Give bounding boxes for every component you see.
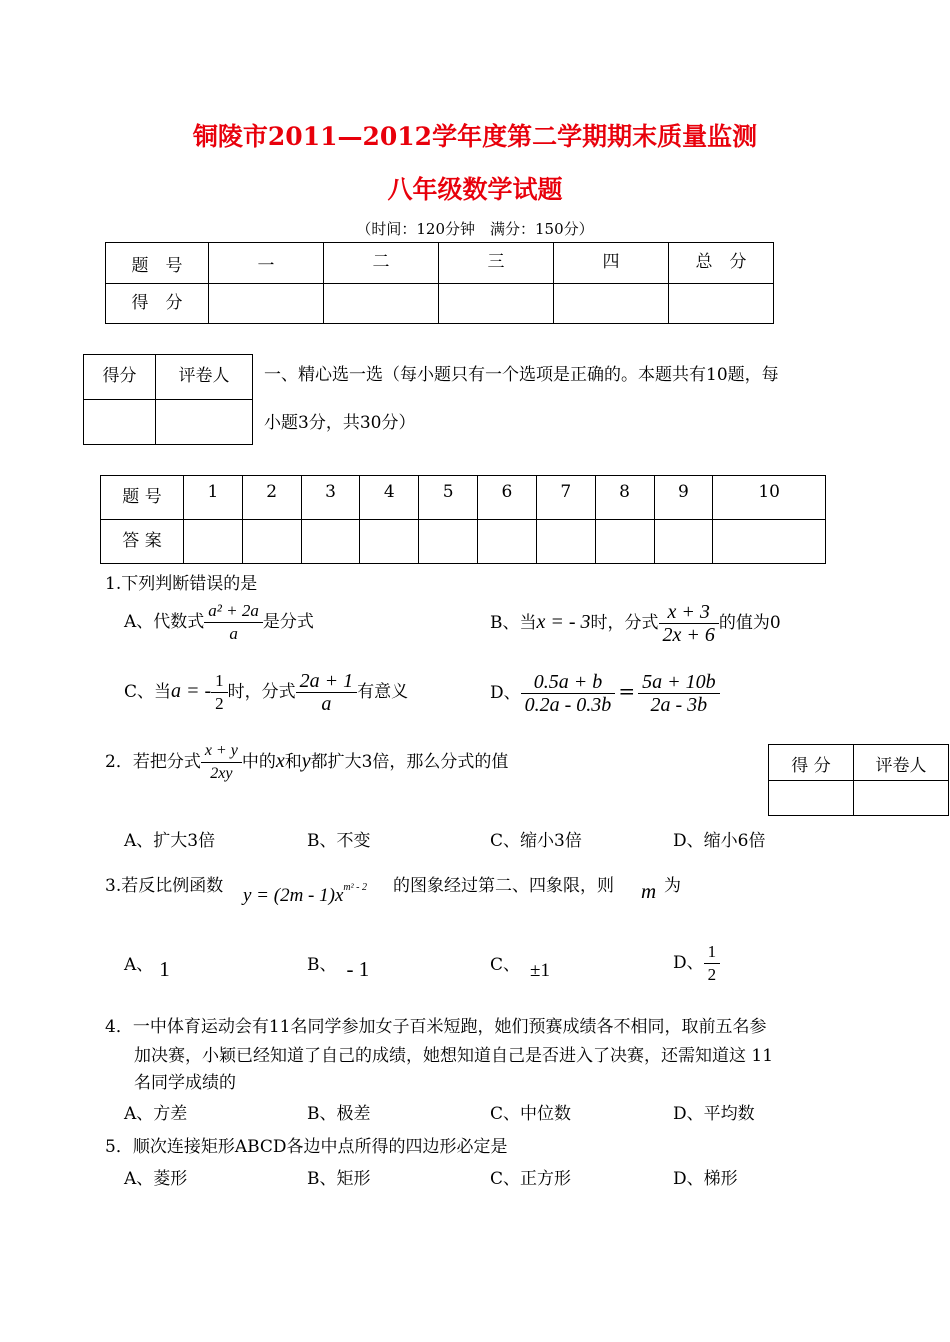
answer-cell[interactable]: [301, 520, 360, 564]
score-cell[interactable]: [554, 284, 669, 324]
answer-table: [100, 475, 826, 564]
answer-number: 10: [713, 476, 826, 520]
answer-header-label: 题 号: [101, 476, 184, 520]
q1-d-equals: =: [618, 679, 636, 703]
grader2-name-label: 评卷人: [854, 745, 949, 781]
q2-option-d: D、缩小6倍: [673, 831, 766, 851]
q5-option-a: A、菱形: [124, 1169, 188, 1189]
score-row-label: 得 分: [106, 284, 209, 324]
answer-row-label: 答 案: [101, 520, 184, 564]
answer-number: 5: [419, 476, 478, 520]
q1-c-prefix: C、当: [124, 682, 172, 702]
q3-c-value: ±1: [530, 960, 550, 981]
q1-b-numerator: x + 3: [659, 601, 719, 624]
score-cell[interactable]: [669, 284, 774, 324]
q3-b-label: B、: [307, 955, 337, 975]
grader-box: [83, 354, 253, 445]
score-header-label: 题 号: [106, 243, 209, 284]
q1-b-fraction: [659, 601, 719, 646]
q1-a-fraction: [204, 600, 263, 645]
section1-line2: 小题3分，共30分）: [264, 413, 416, 433]
q4-option-b: B、极差: [307, 1104, 371, 1124]
q1-stem: 1.下列判断错误的是: [105, 574, 258, 594]
section1-line1: 一、精心选一选（每小题只有一个选项是正确的。本题共有10题，每: [264, 365, 779, 385]
q3-d-numerator: 1: [704, 941, 721, 964]
q3-var-m: m: [641, 879, 657, 903]
q3-option-d: [673, 940, 720, 986]
q3-option-c: [490, 950, 550, 981]
score-header-1: 一: [209, 243, 324, 284]
q1-c-fraction: [296, 670, 358, 715]
grader-score-label: 得分: [84, 355, 156, 400]
q3-a-value: 1: [159, 957, 170, 981]
q4-option-a: A、方差: [124, 1104, 188, 1124]
q3-d-label: D、: [673, 953, 704, 973]
q1-b-prefix: B、当: [490, 613, 537, 633]
score-header-total: 总 分: [669, 243, 774, 284]
answer-cell[interactable]: [654, 520, 713, 564]
score-header-3: 三: [439, 243, 554, 284]
q5-option-c: C、正方形: [490, 1169, 572, 1189]
q1-option-a: [124, 599, 314, 645]
q1-d-left-denominator: 0.2a - 0.3b: [524, 694, 612, 716]
q2-fraction: [201, 740, 242, 785]
score-cell[interactable]: [324, 284, 439, 324]
time-note: （时间：120分钟 满分：150分）: [356, 220, 594, 238]
q1-a-denominator: a: [229, 624, 238, 643]
answer-cell[interactable]: [536, 520, 595, 564]
q2-stem: [105, 738, 508, 785]
q4-line2: 加决赛，小颖已经知道了自己的成绩，她想知道自己是否进入了决赛，还需知道这 11: [134, 1046, 774, 1066]
q3-option-b: [307, 950, 370, 981]
q2-numerator: x + y: [201, 740, 242, 763]
exam-subtitle: 八年级数学试题: [387, 175, 563, 204]
q3-suffix: 的图象经过第二、四象限，则: [393, 876, 614, 896]
q1-c-half-numerator: 1: [211, 670, 228, 693]
q1-a-suffix: 是分式: [262, 612, 314, 632]
q1-d-prefix: D、: [490, 683, 521, 703]
q1-a-numerator: a² + 2a: [204, 600, 263, 623]
q1-c-fraction-half: [211, 670, 228, 715]
q3-formula-body: y = (2m - 1)x: [243, 885, 344, 906]
answer-number: 3: [301, 476, 360, 520]
q1-d-fraction-left: [521, 671, 616, 716]
q3-d-fraction: [704, 941, 721, 986]
q1-option-c: [124, 668, 408, 715]
q1-c-denominator: a: [321, 693, 332, 715]
q4-line3: 名同学成绩的: [134, 1073, 236, 1093]
answer-cell[interactable]: [713, 520, 826, 564]
q2-option-b: B、不变: [307, 831, 371, 851]
q1-c-half-denominator: 2: [215, 694, 224, 713]
answer-cell[interactable]: [360, 520, 419, 564]
q1-option-b: [490, 599, 781, 646]
q1-c-numerator: 2a + 1: [296, 670, 358, 693]
answer-cell[interactable]: [595, 520, 654, 564]
q1-d-left-numerator: 0.5a + b: [521, 671, 616, 694]
q1-option-d: [490, 668, 720, 716]
q2-suffix: 都扩大3倍，那么分式的值: [310, 752, 509, 772]
q4-option-c: C、中位数: [490, 1104, 572, 1124]
q3-option-a: [124, 950, 170, 981]
q3-a-label: A、: [124, 955, 154, 975]
q2-denominator: 2xy: [210, 765, 233, 782]
q1-c-suffix: 有意义: [357, 682, 409, 702]
q4-option-d: D、平均数: [673, 1104, 755, 1124]
answer-cell[interactable]: [419, 520, 478, 564]
q1-b-suffix: 的值为0: [718, 613, 781, 633]
answer-number: 1: [184, 476, 243, 520]
q1-d-fraction-right: [638, 671, 720, 716]
q5-option-b: B、矩形: [307, 1169, 371, 1189]
q1-c-mid: 时，分式: [227, 682, 296, 702]
q3-d-denominator: 2: [707, 965, 717, 984]
q1-d-right-denominator: 2a - 3b: [650, 694, 708, 716]
q2-var-x: x: [275, 750, 285, 772]
answer-cell[interactable]: [242, 520, 301, 564]
q5-stem: 5．顺次连接矩形ABCD各边中点所得的四边形必定是: [105, 1137, 508, 1157]
answer-number: 8: [595, 476, 654, 520]
score-table: [105, 242, 774, 324]
q2-prefix: 2．若把分式: [105, 752, 201, 772]
q3-exponent: m² - 2: [343, 881, 367, 893]
answer-number: 4: [360, 476, 419, 520]
grader2-name-cell[interactable]: [854, 781, 949, 816]
q5-option-d: D、梯形: [673, 1169, 738, 1189]
grader-name-cell[interactable]: [156, 400, 253, 445]
q3-b-value: - 1: [346, 957, 370, 981]
grader-name-label: 评卷人: [156, 355, 253, 400]
answer-cell[interactable]: [184, 520, 243, 564]
q3-prefix: 3.若反比例函数: [105, 876, 224, 896]
q1-b-condition: x = - 3: [536, 611, 591, 633]
q2-var-y: y: [301, 750, 311, 772]
q4-line1: 4．一中体育运动会有11名同学参加女子百米短跑，她们预赛成绩各不相同，取前五名参: [105, 1017, 767, 1037]
q2-mid2: 和: [284, 752, 302, 772]
score-header-2: 二: [324, 243, 439, 284]
grader-score-cell[interactable]: [84, 400, 156, 445]
answer-number: 6: [478, 476, 537, 520]
answer-number: 2: [242, 476, 301, 520]
answer-cell[interactable]: [478, 520, 537, 564]
q1-d-right-numerator: 5a + 10b: [638, 671, 720, 694]
exam-title: 铜陵市2011—2012学年度第二学期期末质量监测: [192, 122, 758, 151]
answer-number: 9: [654, 476, 713, 520]
q3-suffix2: 为: [664, 876, 681, 896]
q2-mid1: 中的: [241, 752, 276, 772]
q2-option-c: C、缩小3倍: [490, 831, 582, 851]
q1-c-variable: a = -: [171, 680, 212, 702]
q1-a-prefix: A、代数式: [124, 612, 205, 632]
grader2-score-cell[interactable]: [769, 781, 854, 816]
score-cell[interactable]: [439, 284, 554, 324]
q2-option-a: A、扩大3倍: [124, 831, 216, 851]
answer-number: 7: [536, 476, 595, 520]
score-header-4: 四: [554, 243, 669, 284]
q1-b-mid: 时，分式: [590, 613, 659, 633]
grader2-score-label: 得 分: [769, 745, 854, 781]
q3-c-label: C、: [490, 955, 521, 975]
q1-b-denominator: 2x + 6: [662, 624, 715, 646]
score-cell[interactable]: [209, 284, 324, 324]
grader-box-2: [768, 744, 949, 816]
q3-formula: [243, 881, 367, 907]
